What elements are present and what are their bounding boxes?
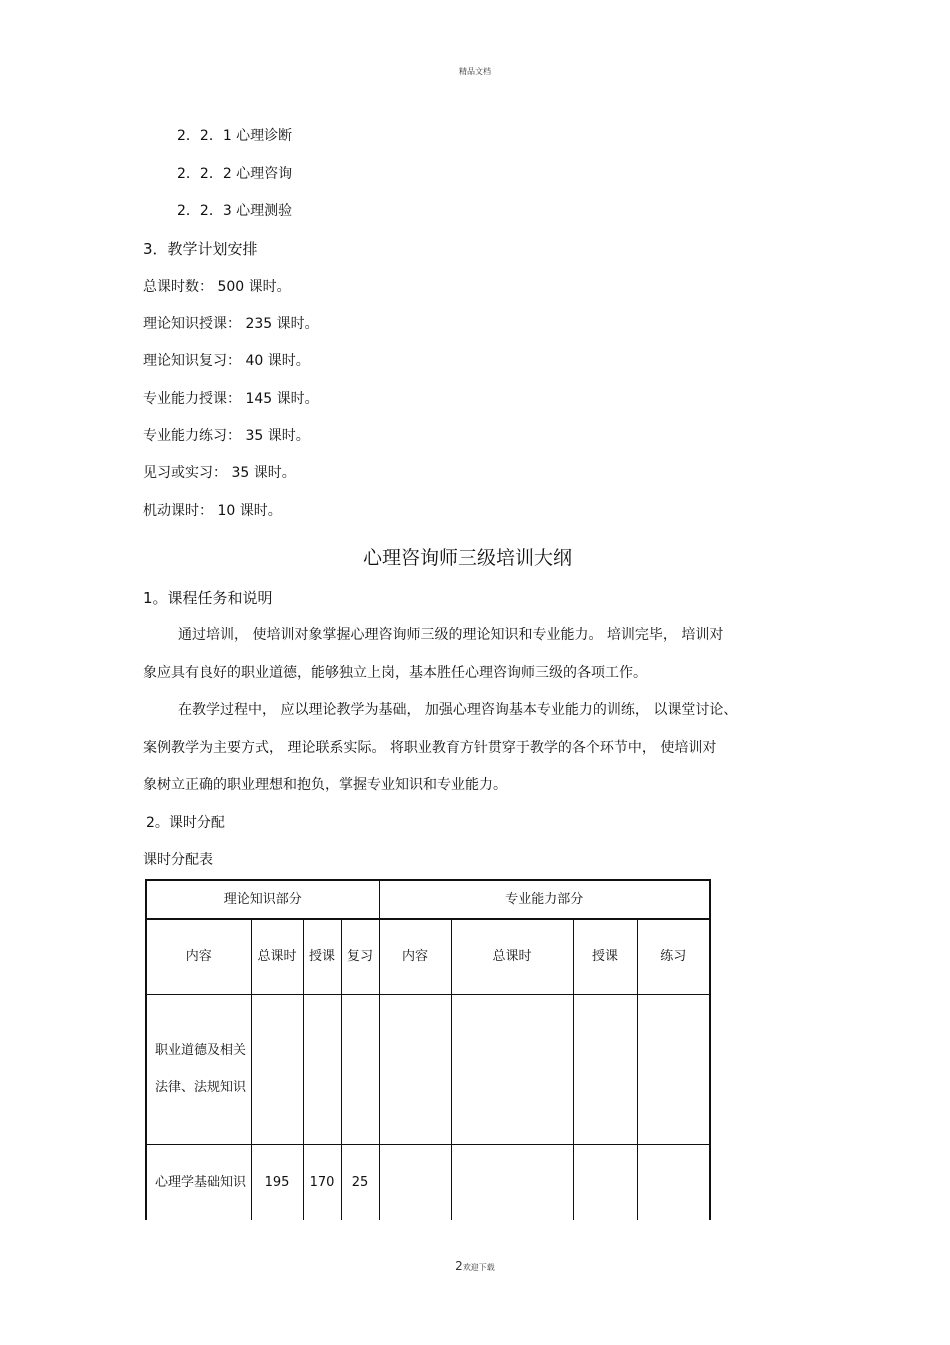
row-review-cell: 25 <box>341 1144 379 1220</box>
toc-item: 2．2．1 心理诊断 <box>177 128 293 144</box>
row-total-cell: 195 <box>251 1144 303 1220</box>
plan-line: 专业能力练习： 35 课时。 <box>143 428 310 444</box>
table-caption: 课时分配表 <box>143 852 213 868</box>
col-header-content: 内容 <box>146 919 251 994</box>
toc-item: 2．2．2 心理咨询 <box>177 166 293 182</box>
row-lecture-cell <box>303 994 341 1144</box>
paragraph-line: 在教学过程中， 应以理论教学为基础， 加强心理咨询基本专业能力的训练， 以课堂讨论、 <box>178 702 738 718</box>
plan-line: 见习或实习： 35 课时。 <box>143 465 296 481</box>
row-lecture-cell: 170 <box>303 1144 341 1220</box>
row-content-cell: 心理学基础知识 <box>146 1144 251 1220</box>
row-review-cell <box>341 994 379 1144</box>
plan-line: 总课时数： 500 课时。 <box>143 279 291 295</box>
row-skill-total-cell <box>451 994 573 1144</box>
row-content-line: 法律、法规知识 <box>155 1080 247 1095</box>
row-skill-lecture-cell <box>573 1144 637 1220</box>
row-skill-total-cell <box>451 1144 573 1220</box>
plan-heading: 3．教学计划安排 <box>143 240 258 258</box>
row-total-cell <box>251 994 303 1144</box>
col-header-practice: 练习 <box>637 919 710 994</box>
col-header-review: 复习 <box>341 919 379 994</box>
col-header-content-2: 内容 <box>379 919 451 994</box>
footer-text: 欢迎下载 <box>462 1263 495 1272</box>
paragraph-line: 案例教学为主要方式， 理论联系实际。 将职业教育方针贯穿于教学的各个环节中， 使培训对 <box>143 740 717 756</box>
page-header: 精品文档 <box>459 67 491 76</box>
table-row <box>146 1144 710 1220</box>
col-header-total: 总课时 <box>251 919 303 994</box>
row-skill-lecture-cell <box>573 994 637 1144</box>
paragraph-line: 象树立正确的职业理想和抱负，掌握专业知识和专业能力。 <box>143 777 507 793</box>
row-skill-content-cell <box>379 994 451 1144</box>
table-row <box>146 994 710 1144</box>
plan-line: 专业能力授课： 145 课时。 <box>143 391 319 407</box>
row-content-cell <box>146 994 251 1144</box>
plan-line: 机动课时： 10 课时。 <box>143 503 282 519</box>
paragraph-line: 象应具有良好的职业道德，能够独立上岗，基本胜任心理咨询师三级的各项工作。 <box>143 665 647 681</box>
hours-allocation-table <box>145 879 711 1220</box>
section-2-heading: 2。课时分配 <box>146 815 225 831</box>
skill-group-header: 专业能力部分 <box>379 880 710 919</box>
section-1-heading: 1。课程任务和说明 <box>143 589 273 607</box>
page-footer <box>0 1259 950 1273</box>
theory-group-header: 理论知识部分 <box>146 880 379 919</box>
row-content-line: 职业道德及相关 <box>155 1043 247 1058</box>
row-skill-practice-cell <box>637 994 710 1144</box>
row-skill-practice-cell <box>637 1144 710 1220</box>
col-header-lecture-2: 授课 <box>573 919 637 994</box>
col-header-lecture: 授课 <box>303 919 341 994</box>
page-number: 2 <box>455 1259 463 1273</box>
outline-title: 心理咨询师三级培训大纲 <box>362 547 572 569</box>
toc-item: 2．2．3 心理测验 <box>177 203 293 219</box>
plan-line: 理论知识复习： 40 课时。 <box>143 353 310 369</box>
col-header-total-2: 总课时 <box>451 919 573 994</box>
plan-line: 理论知识授课： 235 课时。 <box>143 316 319 332</box>
paragraph-line: 通过培训， 使培训对象掌握心理咨询师三级的理论知识和专业能力。 培训完毕， 培训对 <box>178 627 724 643</box>
row-skill-content-cell <box>379 1144 451 1220</box>
